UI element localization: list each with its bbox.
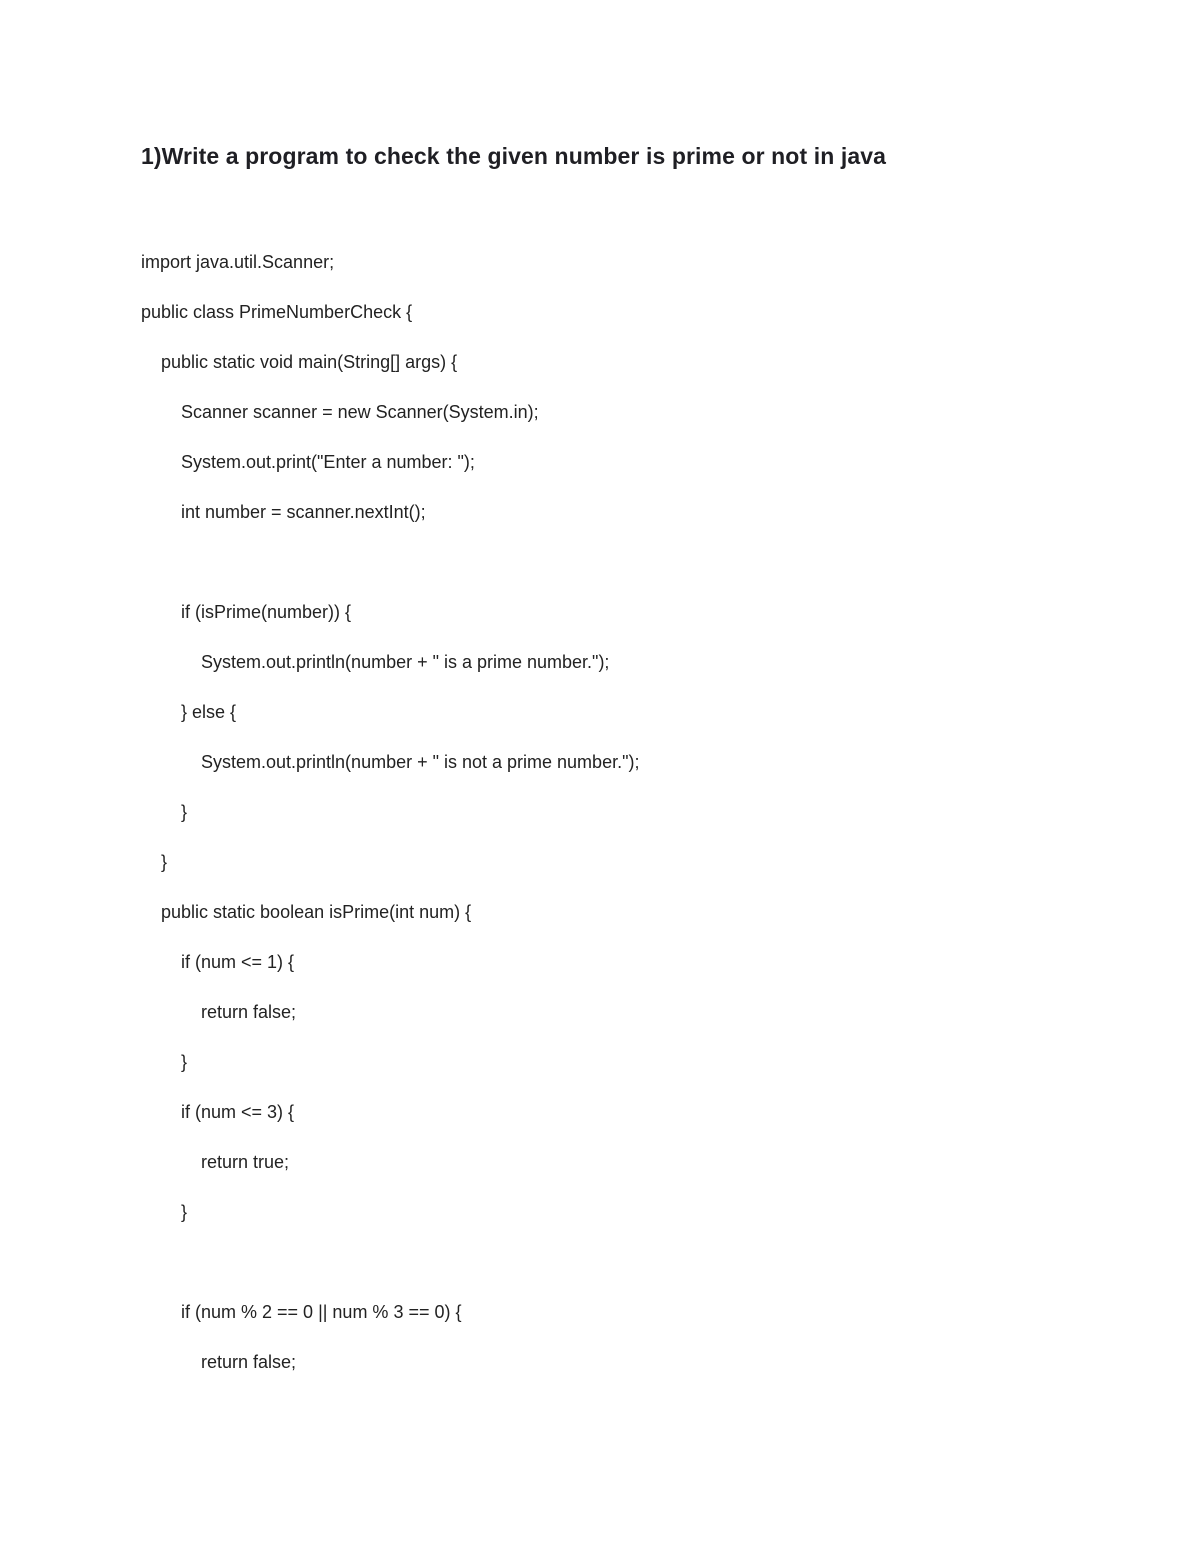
code-line: import java.util.Scanner; [141,252,335,272]
code-line: if (isPrime(number)) { [181,602,352,622]
code-line: if (num % 2 == 0 || num % 3 == 0) { [181,1302,462,1322]
code-line: public class PrimeNumberCheck { [141,302,413,322]
code-line: return false; [201,1002,297,1022]
code-line: } [181,1202,188,1222]
code-line: System.out.println(number + " is not a prime number."); [201,752,640,772]
code-line: System.out.println(number + " is a prime number."); [201,652,610,672]
code-line: if (num <= 3) { [181,1102,295,1122]
code-line: } [181,802,188,822]
document-heading: 1)Write a program to check the given number is prime or not in java [141,143,887,169]
code-line: } [181,1052,188,1072]
code-line: if (num <= 1) { [181,952,295,972]
code-line: return false; [201,1352,297,1372]
code-line: int number = scanner.nextInt(); [181,502,426,522]
code-line: public static boolean isPrime(int num) { [161,902,472,922]
code-line: public static void main(String[] args) { [161,352,458,372]
code-line: } [161,852,168,872]
code-line: } else { [181,702,237,722]
code-line: System.out.print("Enter a number: "); [181,452,475,472]
code-line: return true; [201,1152,290,1172]
code-line: Scanner scanner = new Scanner(System.in); [181,402,539,422]
